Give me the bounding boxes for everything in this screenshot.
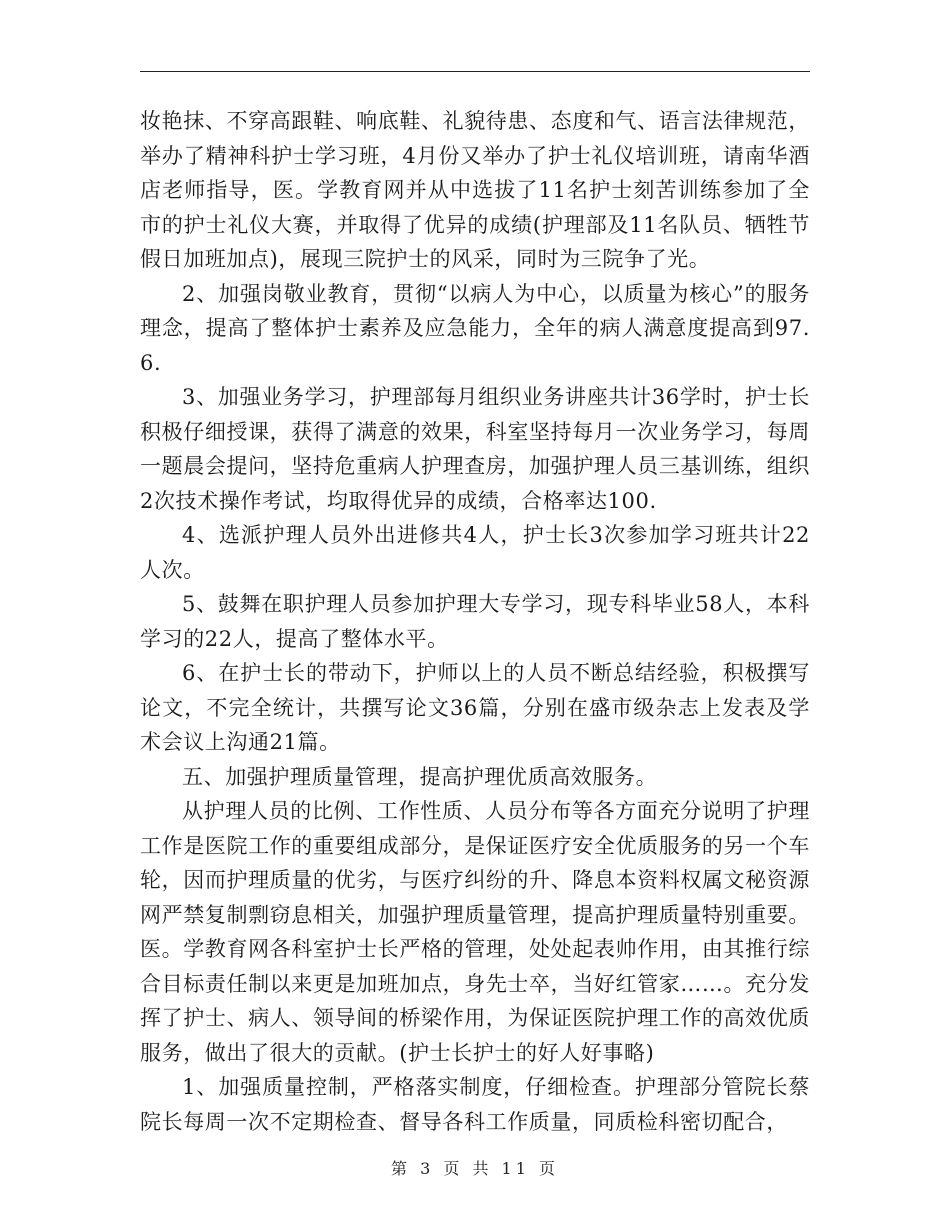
paragraph-section-intro: 从护理人员的比例、工作性质、人员分布等各方面充分说明了护理工作是医院工作的重要组成部分，是保证医疗安全优质服务的另一个车轮，因而护理质量的优劣，与医疗纠纷的升、降息本资料权属文秘资源网严禁复制剽窃息相关，加强护理质量管理，提高护理质量特别重要。医。学教育网各科室护士长严格的管理，处处起表帅作用，由其推行综合目标责任制以来更是加班加点，身先士卒，当好红管家……。充分发挥了护士、病人、领导间的桥梁作用，为保证医院护理工作的高效优质服务，做出了很大的贡献。(护士长护士的好人好事略)	[140, 799, 810, 1065]
paragraph-item-6: 6、在护士长的带动下，护师以上的人员不断总结经验，积极撰写论文，不完全统计，共撰写论文36篇，分别在盛市级杂志上发表及学术会议上沟通21篇。	[140, 661, 810, 754]
header-rule	[140, 71, 810, 72]
paragraph-continuation: 妆艳抹、不穿高跟鞋、响底鞋、礼貌待患、态度和气、语言法律规范，举办了精神科护士学习班，4月份又举办了护士礼仪培训班，请南华酒店老师指导，医。学教育网并从中选拔了11名护士刻苦训练参加了全市的护士礼仪大赛，并取得了优异的成绩(护理部及11名队员、牺牲节假日加班加点)，展现三院护士的风采，同时为三院争了光。	[140, 109, 810, 271]
paragraph-item-3: 3、加强业务学习，护理部每月组织业务讲座共计36学时，护士长积极仔细授课，获得了满意的效果，科室坚持每月一次业务学习，每周一题晨会提问，坚持危重病人护理查房，加强护理人员三基训练，组织2次技术操作考试，均取得优异的成绩，合格率达100.	[140, 385, 810, 513]
paragraph-item-5: 5、鼓舞在职护理人员参加护理大专学习，现专科毕业58人，本科学习的22人，提高了整体水平。	[140, 592, 810, 651]
paragraph-subitem-1: 1、加强质量控制，严格落实制度，仔细检查。护理部分管院长蔡院长每周一次不定期检查、督导各科工作质量，同质检科密切配合，	[140, 1075, 810, 1134]
section-heading-5: 五、加强护理质量管理，提高护理优质高效服务。	[182, 764, 658, 789]
paragraph-item-2: 2、加强岗敬业教育，贯彻“以病人为中心，以质量为核心”的服务理念，提高了整体护士素养及应急能力，全年的病人满意度提高到97.6.	[140, 281, 810, 375]
document-body	[140, 104, 810, 1139]
paragraph-item-4: 4、选派护理人员外出进修共4人，护士长3次参加学习班共计22人次。	[140, 523, 810, 582]
page-number-footer: 第 3 页 共 11 页	[391, 1159, 559, 1178]
